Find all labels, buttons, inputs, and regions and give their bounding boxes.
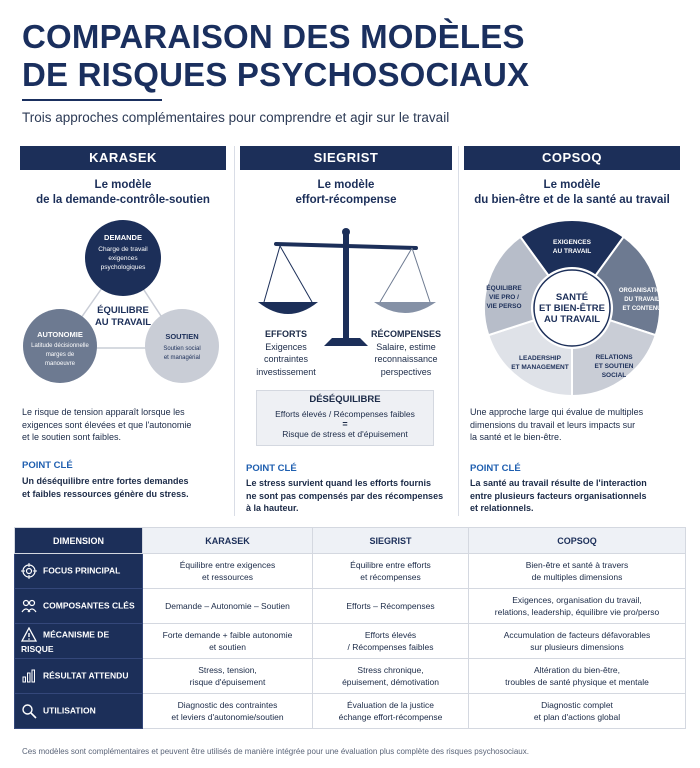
seg-organisation-1: ORGANISATION [618,288,666,294]
cell-line: sur plusieurs dimensions [530,642,624,652]
cell-line: de multiples dimensions [531,572,623,582]
cell-line: Accumulation de facteurs défavorables [503,630,651,640]
karasek-center-2: AU TRAVAIL [94,317,152,328]
karasek-triangle-diagram [20,218,226,383]
copsoq-center-2: ET BIEN-ÊTRE [539,303,605,314]
copsoq-cell [469,624,686,659]
karasek-cell [143,659,313,694]
cell-line: échange effort-récompense [338,712,443,722]
efforts-desc: investissement [256,366,316,377]
copsoq-key-line: La santé au travail résulte de l'interaction [470,478,647,488]
siegrist-cell [313,659,469,694]
autonomie-title: AUTONOMIE [37,330,83,339]
cell-line: et récompenses [360,572,421,582]
copsoq-key-line: et relationnels. [470,503,534,513]
cell-line: épuisement, démotivation [342,677,439,687]
efforts-desc: Exigences [265,341,307,352]
karasek-cell [143,624,313,659]
table-row [15,554,686,589]
recompenses-desc: reconnaissance [374,354,438,364]
demande-desc-3: psychologiques [100,264,146,271]
siegrist-heading: SIEGRIST [240,146,452,170]
copsoq-desc-line: la santé et le bien-être. [470,432,562,442]
seg-equilibre-1: ÉQUILIBRE [486,285,522,292]
cell-line: / Récompenses faibles [347,642,434,652]
soutien-title: SOUTIEN [165,332,199,341]
cell-line: Équilibre entre exigences [179,560,276,570]
copsoq-cell [469,659,686,694]
header-dimension: DIMENSION [15,528,143,554]
seg-organisation-2: DU TRAVAIL [624,297,660,303]
siegrist-key-line: à la hauteur. [246,503,299,513]
target-icon [21,563,37,579]
copsoq-description [470,406,682,444]
siegrist-subtitle-line1: Le modèle [317,179,375,191]
header-karasek: KARASEK [143,528,313,554]
title-line-1: COMPARAISON DES MODÈLES [22,18,525,55]
siegrist-column [240,146,452,208]
cell-line: Stress chronique, [357,665,424,675]
row-label-text: RÉSULTAT ATTENDU [43,670,129,681]
efforts-title: EFFORTS [265,329,307,339]
row-label-text: FOCUS PRINCIPAL [43,565,121,576]
karasek-cell [143,554,313,589]
karasek-heading: KARASEK [20,146,226,170]
karasek-column [20,146,226,208]
search-icon [21,703,37,719]
demande-title: DEMANDE [104,233,142,242]
table-row [15,659,686,694]
seg-equilibre-3: VIE PERSO [486,303,522,310]
karasek-desc-line: Le risque de tension apparaît lorsque les [22,407,185,417]
cell-line: Altération du bien-être, [534,665,620,675]
karasek-subtitle-line2: de la demande-contrôle-soutien [36,194,210,206]
copsoq-key-line: entre plusieurs facteurs organisationnels [470,490,647,501]
cell-line: et soutien [209,642,246,652]
page-subtitle: Trois approches complémentaires pour comprendre et agir sur le travail [22,110,450,125]
table-header-row [15,528,686,554]
desequilibre-line: Efforts élevés / Récompenses faibles [275,409,415,419]
desequilibre-title: DÉSÉQUILIBRE [309,394,381,405]
cell-line: Efforts – Récompenses [346,601,435,611]
desequilibre-line: Risque de stress et d'épuisement [282,429,408,439]
column-divider [234,146,235,516]
seg-exigences-2: AU TRAVAIL [552,248,592,255]
copsoq-center-1: SANTÉ [555,292,589,303]
copsoq-center-3: AU TRAVAIL [543,314,601,325]
cell-line: risque d'épuisement [189,677,266,687]
cell-line: et plan d'actions global [533,712,621,722]
page-title [22,18,682,94]
karasek-cell [143,694,313,729]
copsoq-heading: COPSOQ [464,146,680,170]
table-row [15,694,686,729]
cell-line: Équilibre entre efforts [350,560,431,570]
copsoq-key-label: POINT CLÉ [470,463,521,474]
row-dimension-label [15,694,143,729]
title-line-2: DE RISQUES PSYCHOSOCIAUX [22,56,530,93]
copsoq-key-text [470,477,682,515]
efforts-desc: contraintes [263,354,309,364]
autonomie-desc-1: Latitude décisionnelle [31,343,89,349]
siegrist-cell [313,624,469,659]
row-label-text: UTILISATION [43,705,96,716]
seg-relations-2: ET SOUTIEN [594,363,634,370]
karasek-desc-line: exigences sont élevées et que l'autonomie [22,419,192,430]
karasek-subtitle-line1: Le modèle [94,179,152,191]
seg-relations-3: SOCIAL [601,372,627,379]
row-dimension-label [15,624,143,659]
comparison-table [14,527,686,729]
soutien-desc-2: et managérial [163,355,201,361]
copsoq-column [464,146,680,208]
people-icon [21,598,37,614]
copsoq-cell [469,589,686,624]
copsoq-cell [469,554,686,589]
demande-desc-1: Charge de travail [98,246,148,253]
cell-line: Diagnostic complet [541,700,613,710]
siegrist-subtitle-line2: effort-récompense [295,194,397,206]
efforts-block [246,328,326,378]
autonomie-desc-2: marges de [45,352,75,358]
karasek-key-text [22,475,227,500]
table-row [15,624,686,659]
cell-line: Forte demande + faible autonomie [162,630,293,640]
copsoq-cell [469,694,686,729]
karasek-center-1: ÉQUILIBRE [97,305,149,316]
karasek-desc-line: et le soutien sont faibles. [22,432,122,442]
footer-note: Ces modèles sont complémentaires et peuvent être utilisés de manière intégrée pour une évaluation plus complète des risques psychosociaux. [22,747,529,756]
cell-line: Exigences, organisation du travail, [512,595,642,605]
copsoq-subtitle [464,178,680,208]
copsoq-subtitle-line1: Le modèle [543,179,601,191]
cell-line: Évaluation de la justice [347,700,434,710]
header-copsoq: COPSOQ [469,528,686,554]
seg-exigences-1: EXIGENCES [553,239,591,246]
header-siegrist: SIEGRIST [313,528,469,554]
demande-desc-2: exigences [108,255,138,262]
karasek-cell [143,589,313,624]
copsoq-desc-line: Une approche large qui évalue de multiples [470,407,644,417]
karasek-key-label: POINT CLÉ [22,460,73,471]
cell-line: troubles de santé physique et mentale [505,677,649,687]
karasek-description [22,406,227,444]
seg-organisation-3: ET CONTENU [622,306,662,312]
recompenses-desc: perspectives [380,366,432,377]
row-label-text: COMPOSANTES CLÉS [43,600,135,611]
seg-leadership-1: LEADERSHIP [519,355,561,362]
desequilibre-box [256,390,434,446]
cell-line: et leviers d'autonomie/soutien [171,712,284,722]
karasek-key-line: et faibles ressources génère du stress. [22,488,189,499]
seg-leadership-2: ET MANAGEMENT [511,364,569,371]
column-divider [458,146,459,516]
copsoq-wheel-diagram [464,212,680,402]
cell-line: Demande – Autonomie – Soutien [165,601,290,611]
karasek-subtitle [20,178,226,208]
siegrist-key-text [246,477,452,515]
cell-line: Diagnostic des contraintes [177,700,278,710]
row-dimension-label [15,659,143,694]
siegrist-subtitle [240,178,452,208]
siegrist-cell [313,554,469,589]
title-underline [22,99,162,101]
row-label-text: MÉCANISME DE RISQUE [21,629,110,654]
karasek-key-line: Un déséquilibre entre fortes demandes [22,476,189,486]
seg-equilibre-2: VIE PRO / [489,294,519,301]
cell-line: relations, leadership, équilibre vie pro/perso [494,607,660,617]
recompenses-desc: Salaire, estime [376,341,436,352]
bar-chart-icon [21,668,37,684]
cell-line: et ressources [201,572,254,582]
row-dimension-label [15,589,143,624]
autonomie-desc-3: manoeuvre [44,361,76,367]
cell-line: Stress, tension, [198,665,257,675]
cell-line: Efforts élevés [364,630,417,640]
siegrist-key-line: ne sont pas compensés par des récompenses [246,490,444,501]
copsoq-desc-line: dimensions du travail et leurs impacts sur [470,419,636,430]
table-row [15,589,686,624]
desequilibre-equals: = [342,419,348,429]
row-dimension-label [15,554,143,589]
recompenses-title: RÉCOMPENSES [370,329,441,339]
copsoq-subtitle-line2: du bien-être et de la santé au travail [474,194,670,206]
cell-line: Bien-être et santé à travers [525,560,629,570]
siegrist-key-label: POINT CLÉ [246,463,297,474]
seg-relations-1: RELATIONS [595,354,633,361]
warning-icon [21,627,37,643]
siegrist-cell [313,589,469,624]
siegrist-key-line: Le stress survient quand les efforts fournis [246,478,432,488]
siegrist-cell [313,694,469,729]
soutien-desc-1: Soutien social [163,346,201,352]
recompenses-block [362,328,450,378]
